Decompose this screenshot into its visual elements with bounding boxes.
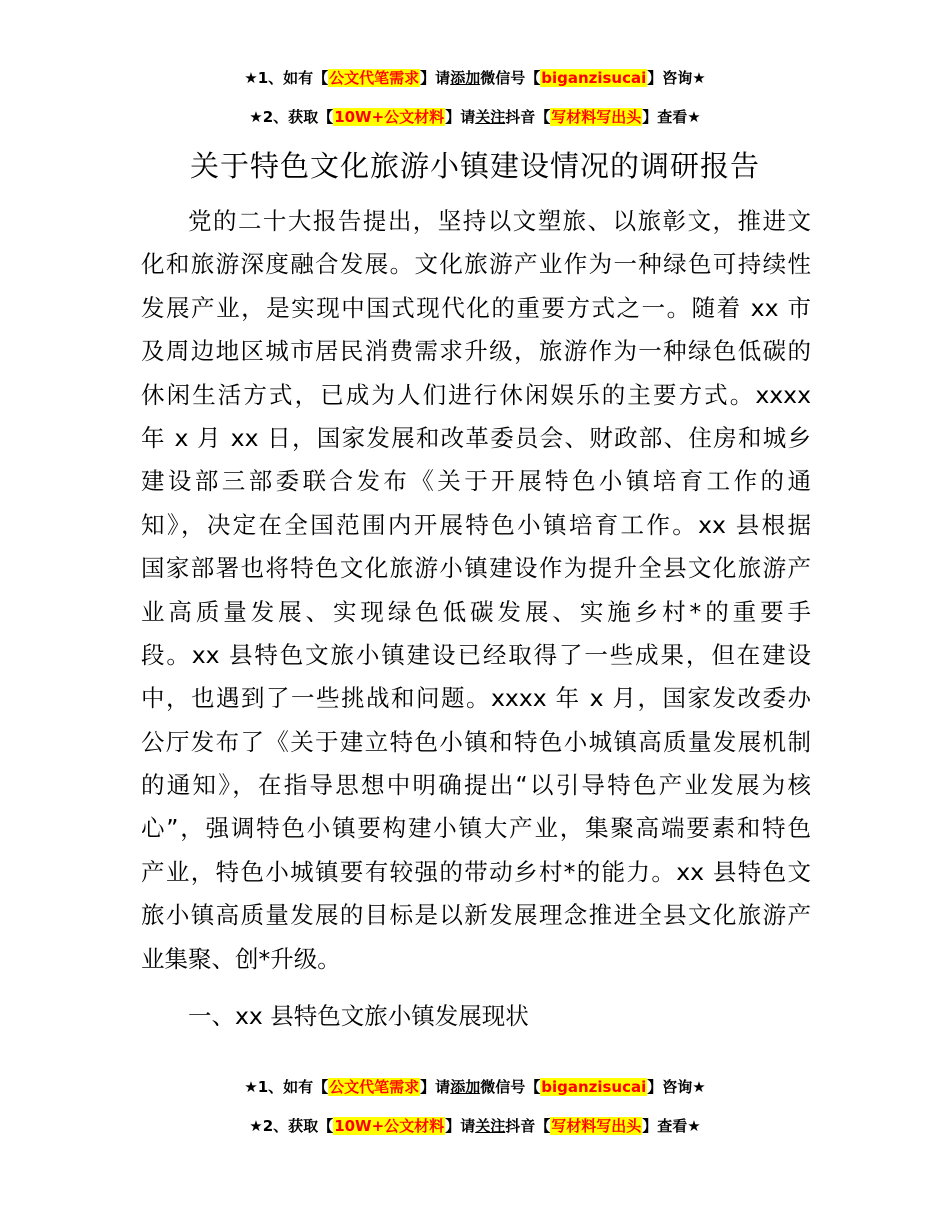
notice-text: 】请 [420, 1078, 451, 1096]
body-paragraph [141, 200, 811, 981]
notice-text: 】查看★ [642, 1117, 701, 1135]
notice-highlight: 公文代笔需求 [329, 1078, 420, 1096]
notice-text: 】请 [445, 108, 476, 126]
paragraph-line: 旅小镇高质量发展的目标是以新发展理念推进全县文化旅游产 [141, 901, 811, 930]
header-notice-line-1 [0, 67, 950, 89]
notice-text: 抖音【 [505, 108, 551, 126]
notice-underlined: 关注 [475, 108, 506, 126]
notice-text: 】请 [420, 69, 451, 87]
paragraph-line: 发展产业，是实现中国式现代化的重要方式之一。随着 xx 市 [141, 293, 811, 322]
header-notice-line-2 [0, 106, 950, 128]
notice-text: 微信号【 [480, 69, 541, 87]
douyin-id-highlight: 写材料写出头 [551, 108, 642, 126]
notice-text: 】咨询★ [647, 69, 706, 87]
wechat-id-highlight: biganzisucai [541, 1078, 647, 1096]
paragraph-line: 业高质量发展、实现绿色低碳发展、实施乡村*的重要手 [141, 597, 811, 626]
document-title: 关于特色文化旅游小镇建设情况的调研报告 [189, 149, 760, 183]
notice-text: ★2、获取【 [249, 1117, 334, 1135]
paragraph-line: 的通知》，在指导思想中明确提出“以引导特色产业发展为核 [141, 771, 811, 800]
notice-text: 微信号【 [480, 1078, 541, 1096]
notice-highlight: 公文代笔需求 [329, 69, 420, 87]
paragraph-line: 年 x 月 xx 日，国家发展和改革委员会、财政部、住房和城乡 [141, 423, 811, 452]
section-heading: 一、xx 县特色文旅小镇发展现状 [188, 1002, 529, 1030]
paragraph-line: 国家部署也将特色文化旅游小镇建设作为提升全县文化旅游产 [141, 554, 811, 583]
paragraph-line: 业集聚、创*升级。 [141, 944, 341, 973]
paragraph-line: 产业，特色小城镇要有较强的带动乡村*的能力。xx 县特色文 [141, 857, 811, 886]
paragraph-line: 心”，强调特色小镇要构建小镇大产业，集聚高端要素和特色 [141, 814, 811, 843]
wechat-id-highlight: biganzisucai [541, 69, 647, 87]
notice-highlight: 10W+公文材料 [334, 1117, 445, 1135]
notice-text: ★2、获取【 [249, 108, 334, 126]
paragraph-line: 段。xx 县特色文旅小镇建设已经取得了一些成果，但在建设 [141, 640, 811, 669]
paragraph-line: 休闲生活方式，已成为人们进行休闲娱乐的主要方式。xxxx [141, 380, 811, 409]
paragraph-line: 知》，决定在全国范围内开展特色小镇培育工作。xx 县根据 [141, 510, 811, 539]
paragraph-line: 公厅发布了《关于建立特色小镇和特色小城镇高质量发展机制 [141, 727, 811, 756]
notice-text: ★1、如有【 [244, 1078, 329, 1096]
notice-underlined: 关注 [475, 1117, 506, 1135]
notice-text: 】查看★ [642, 108, 701, 126]
footer-notice-line-1 [0, 1076, 950, 1098]
paragraph-line: 党的二十大报告提出，坚持以文塑旅、以旅彰文，推进文 [188, 207, 811, 235]
notice-highlight: 10W+公文材料 [334, 108, 445, 126]
paragraph-line: 建设部三部委联合发布《关于开展特色小镇培育工作的通 [141, 467, 811, 496]
notice-text: 】请 [445, 1117, 476, 1135]
paragraph-line: 化和旅游深度融合发展。文化旅游产业作为一种绿色可持续性 [141, 250, 811, 279]
notice-text: ★1、如有【 [244, 69, 329, 87]
paragraph-line: 中，也遇到了一些挑战和问题。xxxx 年 x 月，国家发改委办 [141, 684, 811, 713]
douyin-id-highlight: 写材料写出头 [551, 1117, 642, 1135]
notice-text: 】咨询★ [647, 1078, 706, 1096]
notice-text: 抖音【 [505, 1117, 551, 1135]
footer-notice-line-2 [0, 1115, 950, 1137]
notice-underlined: 添加 [450, 1078, 481, 1096]
paragraph-line: 及周边地区城市居民消费需求升级，旅游作为一种绿色低碳的 [141, 337, 811, 366]
notice-underlined: 添加 [450, 69, 481, 87]
